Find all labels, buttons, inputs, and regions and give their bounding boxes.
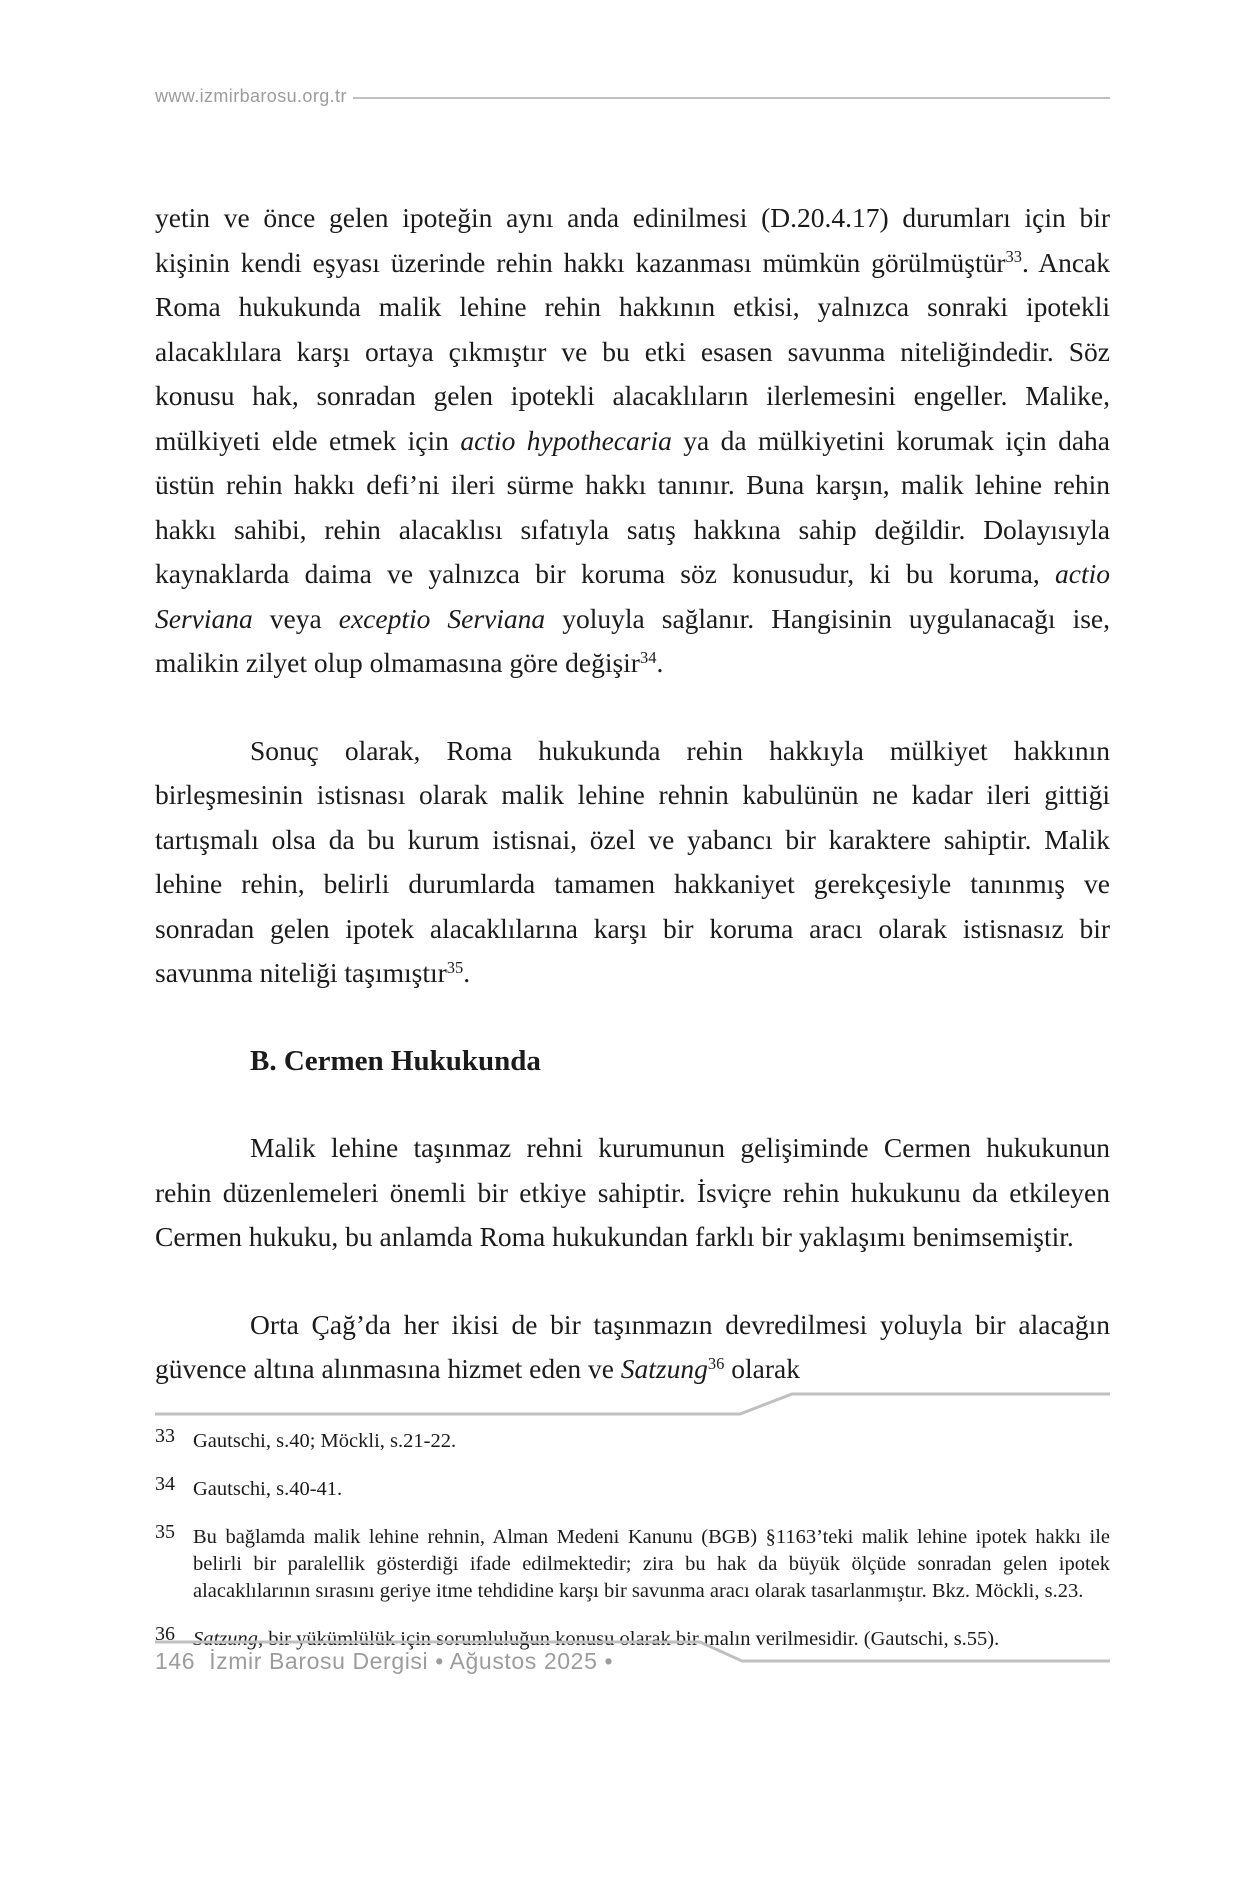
text-run: yetin ve önce gelen ipoteğin aynı anda edinilmesi (D.20.4.17) durumları için bir kişinin kendi eşyası üzerinde rehin hakkı kazanması mümkün görülmüştür: [155, 202, 1110, 278]
footnote-number: 33: [155, 1425, 175, 1447]
text-run: Sonuç olarak, Roma hukukunda rehin hakkıyla mülkiyet hakkının birleşmesinin istisnası olarak malik lehine rehnin kabulünün ne kadar ileri gittiği tartışmalı olsa da bu kurum istisnai, özel ve yabancı bir karaktere sahiptir. Malik lehine rehin, belirli durumlarda tamamen hakkaniyet gerekçesiyle tanınmış ve sonradan gelen ipotek alacaklılarına karşı bir koruma aracı olarak istisnasız bir savunma niteliği taşımıştır: [155, 734, 1110, 988]
footnote-text: [193, 1526, 1110, 1602]
paragraph: [155, 729, 1110, 996]
footnote-34: [155, 1473, 1110, 1503]
header-rule: [353, 97, 1110, 99]
footer-text: [155, 1648, 1110, 1675]
italic-run: actio hypothecaria: [460, 424, 672, 456]
site-url: www.izmirbarosu.org.tr: [155, 86, 347, 106]
section-heading: B. Cermen Hukukunda: [250, 1044, 541, 1077]
italic-run: Satzung: [193, 1628, 258, 1650]
footnotes: [155, 1425, 1110, 1674]
text-run: , bir yükümlülük için sorumluluğun konusu olarak bir malın verilmesidir. (Gautschi, s.55).: [257, 1628, 1000, 1650]
page-number: 146: [155, 1648, 196, 1674]
text-run: . Ancak Roma hukukunda malik lehine rehin hakkının etkisi, yalnızca sonraki ipotekli alacaklılara karşı ortaya çıkmıştır ve bu etki esasen savunma niteliğindedir. Söz konusu hak, sonradan gelen ipotekli alacaklıların ilerlemesini engeller. Malike, mülkiyeti elde etmek için: [155, 246, 1110, 456]
text-run: Gautschi, s.40; Möckli, s.21-22.: [193, 1430, 457, 1452]
footnote-number: 35: [155, 1521, 175, 1543]
article-body: [155, 196, 1110, 1435]
text-run: olarak: [724, 1353, 800, 1384]
text-run: Bu bağlamda malik lehine rehnin, Alman Medeni Kanunu (BGB) §1163’teki malik lehine ipotek hakkı ile belirli bir paralellik gösterdiği ifade edilmektedir; zira bu hak da büyük ölçüde sonradan gelen ipotek alacaklılarının sırasını geriye itme tehdidine karşı bir savunma aracı olarak tasarlanmıştır. Bkz. Möckli, s.23.: [193, 1526, 1110, 1602]
footnote-number: 36: [155, 1623, 175, 1645]
text-run: Orta Çağ’da her ikisi de bir taşınmazın devredilmesi yoluyla bir alacağın güvence altına alınmasına hizmet eden ve: [155, 1308, 1110, 1384]
footnote-ref-36: 36: [707, 1353, 725, 1373]
text-run: veya: [252, 602, 339, 634]
footnote-35: [155, 1521, 1110, 1605]
footnote-33: [155, 1425, 1110, 1455]
footnote-ref-34: 34: [639, 647, 657, 667]
page-footer: [155, 1640, 1110, 1675]
italic-run: actio Serviana: [155, 558, 1110, 634]
page-header: [155, 86, 1110, 107]
paragraph: [155, 1126, 1110, 1260]
text-run: .: [463, 957, 471, 988]
italic-run: Satzung: [620, 1353, 708, 1384]
footnote-ref-33: 33: [1005, 247, 1023, 267]
footnote-text: [193, 1430, 456, 1452]
footnote-divider: [155, 1390, 1110, 1418]
paragraph: [155, 196, 1110, 686]
text-run: Gautschi, s.40-41.: [193, 1478, 343, 1500]
text-run: ya da mülkiyetini korumak için daha üstün rehin hakkı defi’ni ileri sürme hakkı tanınır. Buna karşın, malik lehine rehin hakkı sahibi, rehin alacaklısı sıfatıyla satış hakkına sahip değildir. Dolayısıyla kaynaklarda daima ve yalnızca bir koruma söz konusudur, ki bu koruma,: [155, 424, 1110, 589]
text-run: yoluyla sağlanır. Hangisinin uygulanacağı ise, malikin zilyet olup olmamasına göre değişir: [155, 602, 1110, 678]
footnote-ref-35: 35: [446, 957, 464, 977]
journal-title: İzmir Barosu Dergisi • Ağustos 2025 •: [209, 1648, 614, 1674]
footnote-text: [193, 1478, 342, 1500]
italic-run: exceptio Serviana: [338, 602, 546, 634]
text-run: Malik lehine taşınmaz rehni kurumunun gelişiminde Cermen hukukunun rehin düzenlemeleri önemli bir etkiye sahiptir. İsviçre rehin hukukunu da etkileyen Cermen hukuku, bu anlamda Roma hukukundan farklı bir yaklaşımı benimsemiştir.: [155, 1132, 1110, 1252]
text-run: .: [656, 647, 664, 678]
paragraph: [155, 1303, 1110, 1392]
footnote-number: 34: [155, 1473, 175, 1495]
